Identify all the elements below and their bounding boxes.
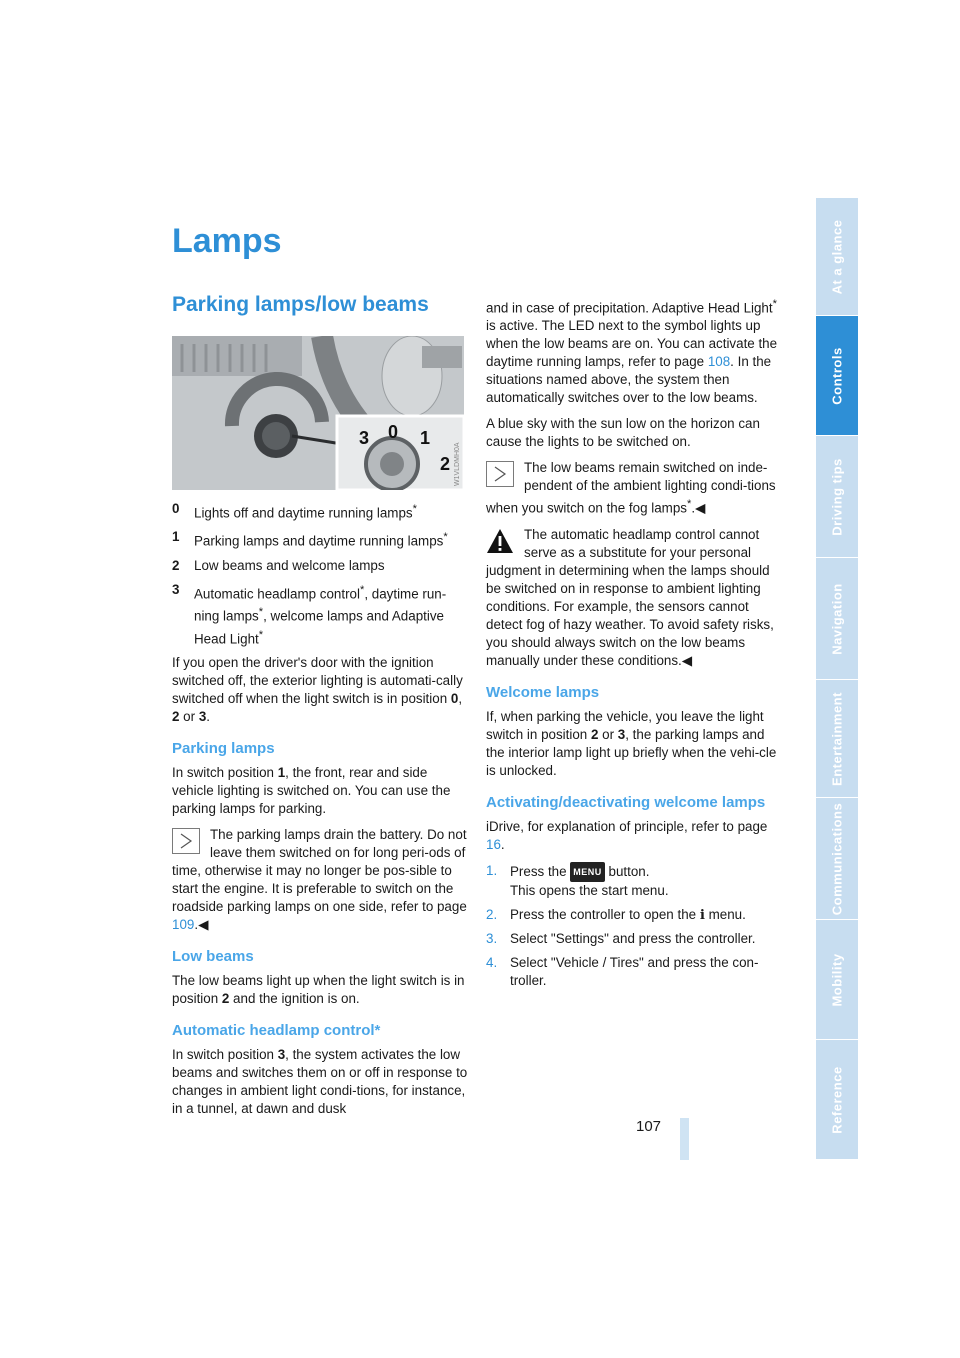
legend-item: 1 Parking lamps and daytime running lamps* [172, 529, 448, 549]
low-beams-heading: Low beams [172, 948, 254, 966]
fog-note: The low beams remain switched on inde-pendent of the ambient lighting condi-tions when you switch on the fog lamps*.◀ [486, 460, 776, 516]
activating-intro: iDrive, for explanation of principle, refer to page 16. [486, 818, 768, 852]
blue-sky-text: A blue sky with the sun low on the horizon can cause the lights to be switched on. [486, 416, 760, 450]
page-bar [680, 1118, 689, 1160]
low-beams-text: The low beams light up when the light switch is in position 2 and the ignition is on. [172, 973, 465, 1007]
page-title: Lamps [172, 222, 282, 260]
figure-side-code: W1VLDMH0A [454, 442, 461, 486]
sidebar-tab-mobility[interactable]: Mobility [816, 920, 858, 1040]
figure-label-2: 2 [440, 454, 451, 474]
parking-note: The parking lamps drain the battery. Do not leave them switched on for long peri-ods of time, otherwise it may no longer be pos-sible to start the engine. It is preferable to switch on the roadside parking lamps on one side, refer to page 109.◀ [172, 827, 467, 933]
menu-button-icon: MENU [570, 862, 605, 882]
auto-headlamp-heading: Automatic headlamp control* [172, 1022, 381, 1040]
page-link-16[interactable]: 16 [486, 836, 501, 852]
light-switch-figure [172, 336, 464, 490]
parking-lamps-heading: Parking lamps [172, 740, 275, 758]
info-icon: i [699, 906, 705, 923]
figure-label-1: 1 [420, 428, 431, 448]
sidebar-tab-driving-tips[interactable]: Driving tips [816, 436, 858, 558]
sidebar-tab-communications[interactable]: Communications [816, 798, 858, 920]
note-icon [172, 828, 200, 854]
list-item: 1. Press the MENU button. This opens the start menu. [486, 862, 669, 898]
legend-item: 3 Automatic headlamp control*, daytime run-ning lamps*, welcome lamps and Adaptive Head Light* [172, 581, 447, 647]
sidebar-tab-controls[interactable]: Controls [816, 316, 858, 436]
welcome-lamps-text: If, when parking the vehicle, you leave the light switch in position 2 or 3, the parking lamps and the interior lamp light up briefly when the vehi-cle is unlocked. [486, 708, 777, 778]
parking-lamps-text: In switch position 1, the front, rear and side vehicle lighting is switched on. You can use the parking lamps for parking. [172, 765, 451, 817]
warning-note: The automatic headlamp control cannot serve as a substitute for your personal judgment in determining when the lamps should be switched on in response to ambient lighting conditions. For example, the sensors cannot detect fog of hazy weather. To avoid safety risks, you should always switch on the low beams manually under these conditions.◀ [486, 526, 774, 668]
legend-item: 2 Low beams and welcome lamps [172, 557, 385, 573]
note-icon [486, 461, 514, 487]
activating-heading: Activating/deactivating welcome lamps [486, 793, 766, 811]
page-link-108[interactable]: 108 [707, 354, 731, 370]
auto-headlamp-text-start: In switch position 3, the system activates the low beams and switches them on or off in response to changes in ambient light condi-tions, for instance, in a tunnel, at dawn and dusk [172, 1047, 468, 1117]
figure-label-0: 0 [388, 422, 399, 442]
welcome-lamps-heading: Welcome lamps [486, 683, 600, 701]
auto-headlamp-text-cont: and in case of precipitation. Adaptive Head Light* is active. The LED next to the symbol lights up when the low beams are on. You can activate the daytime running lamps, refer to page 108. In the situations named above, the system then automatically switches over to the low beams. [486, 298, 778, 406]
warning-icon [486, 528, 514, 554]
sidebar-tab-navigation[interactable]: Navigation [816, 558, 858, 680]
list-item: 4. Select "Vehicle / Tires" and press the con-troller. [486, 954, 759, 988]
page-link-109[interactable]: 109 [172, 917, 195, 933]
left-column [172, 500, 468, 1126]
legend-item: 0 Lights off and daytime running lamps* [172, 501, 417, 521]
light-switch-illustration [172, 336, 464, 490]
steps-list [486, 862, 782, 990]
sidebar-tab-entertainment[interactable]: Entertainment [816, 680, 858, 798]
sidebar-tab-at-a-glance[interactable]: At a glance [816, 198, 858, 316]
sidebar-tab-reference[interactable]: Reference [816, 1040, 858, 1160]
page-number: 107 [636, 1118, 662, 1135]
section-title: Parking lamps/low beams [172, 293, 429, 316]
list-item: 2. Press the controller to open the i menu. [486, 906, 746, 923]
list-item: 3. Select "Settings" and press the controller. [486, 930, 756, 946]
figure-label-3: 3 [359, 428, 370, 448]
intro-paragraph: If you open the driver's door with the ignition switched off, the exterior lighting is automati-cally switched off when the light switch is in position 0, 2 or 3. [172, 655, 463, 725]
right-column [486, 295, 782, 996]
chapter-sidebar [816, 198, 858, 1160]
